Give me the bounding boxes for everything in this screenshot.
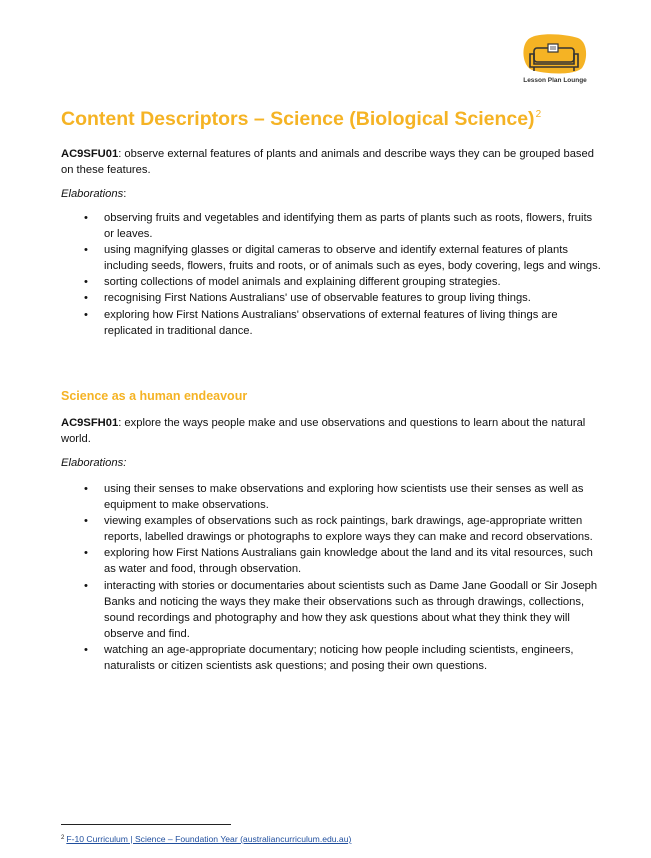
- elaborations-label: [61, 186, 126, 202]
- section-heading: Science as a human endeavour: [61, 389, 248, 403]
- bullet-icon: •: [84, 483, 88, 495]
- bullet-icon: •: [84, 579, 88, 592]
- list-item-text: exploring how First Nations Australians' observations of external features of living things are replicated in traditional dance.: [104, 308, 558, 337]
- descriptor-code: AC9SFU01: [61, 148, 119, 160]
- elaborations-label-text: Elaborations: [61, 188, 124, 200]
- elaborations-list-1: [61, 210, 601, 339]
- footnote-reference[interactable]: 2: [535, 109, 542, 120]
- list-item-text: using magnifying glasses or digital cameras to observe and identify external features of plants including seeds, flowers, fruits and roots, or of animals such as eyes, body covering, legs and wings.: [104, 244, 601, 273]
- list-item: [61, 290, 601, 306]
- bullet-icon: •: [84, 292, 88, 305]
- bullet-icon: •: [84, 308, 88, 321]
- list-item-text: using their senses to make observations and exploring how scientists use their senses as well as equipment to make observations.: [104, 483, 584, 512]
- list-item: [61, 545, 601, 577]
- footnote-number: 2: [61, 835, 65, 841]
- elaborations-list-2: [61, 481, 601, 674]
- footnote: [61, 834, 351, 844]
- bullet-icon: •: [84, 212, 88, 224]
- list-item: [61, 274, 601, 290]
- list-item: [61, 481, 601, 513]
- list-item-text: recognising First Nations Australians' use of observable features to group living things.: [104, 292, 531, 305]
- footnote-divider: [61, 824, 231, 825]
- couch-logo-icon: [522, 34, 588, 76]
- descriptor-ac9sfh01: [61, 415, 601, 447]
- list-item-text: watching an age-appropriate documentary; noticing how people including scientists, engineers, naturalists or citizen scientists ask questions; and posing their own questions.: [104, 643, 574, 673]
- descriptor-code: AC9SFH01: [61, 417, 119, 429]
- list-item: [61, 210, 601, 242]
- page-title-text: Content Descriptors – Science (Biological Science): [61, 108, 535, 130]
- list-item: [61, 242, 601, 274]
- list-item-text: exploring how First Nations Australians gain knowledge about the land and its vital resources, such as water and food, through observation.: [104, 547, 593, 576]
- list-item-text: observing fruits and vegetables and identifying them as parts of plants such as roots, flowers, fruits or leaves.: [104, 212, 593, 241]
- elaborations-label: Elaborations:: [61, 457, 127, 469]
- footnote-link[interactable]: F-10 Curriculum | Science – Foundation Year (australiancurriculum.edu.au): [66, 834, 352, 844]
- descriptor-text: : observe external features of plants and animals and describe ways they can be grouped based on these features.: [61, 148, 594, 176]
- logo-caption: Lesson Plan Lounge: [523, 77, 587, 84]
- list-item-text: viewing examples of observations such as rock paintings, bark drawings, age-appropriate written reports, labelled drawings or photographs to explore ways they can make and record observations.: [104, 515, 593, 544]
- elaborations-colon: :: [123, 188, 127, 200]
- list-item: [61, 578, 601, 642]
- list-item: [61, 307, 601, 339]
- list-item: [61, 642, 601, 674]
- bullet-icon: •: [84, 244, 88, 257]
- bullet-icon: •: [84, 547, 88, 560]
- bullet-icon: •: [84, 643, 88, 656]
- list-item-text: interacting with stories or documentaries about scientists such as Dame Jane Goodall or Sir Joseph Banks and noticing the ways they make their observations such as through drawings, collections, sound recordings and photography and how they ask questions about what they think they will observe and find.: [104, 579, 598, 640]
- bullet-icon: •: [84, 515, 88, 528]
- bullet-icon: •: [84, 276, 88, 289]
- page-title: [61, 108, 541, 131]
- descriptor-text: : explore the ways people make and use observations and questions to learn about the natural world.: [61, 417, 586, 445]
- descriptor-ac9sfu01: [61, 146, 601, 178]
- list-item: [61, 513, 601, 545]
- lesson-plan-lounge-logo: [518, 34, 592, 88]
- list-item-text: sorting collections of model animals and explaining different grouping strategies.: [104, 276, 501, 289]
